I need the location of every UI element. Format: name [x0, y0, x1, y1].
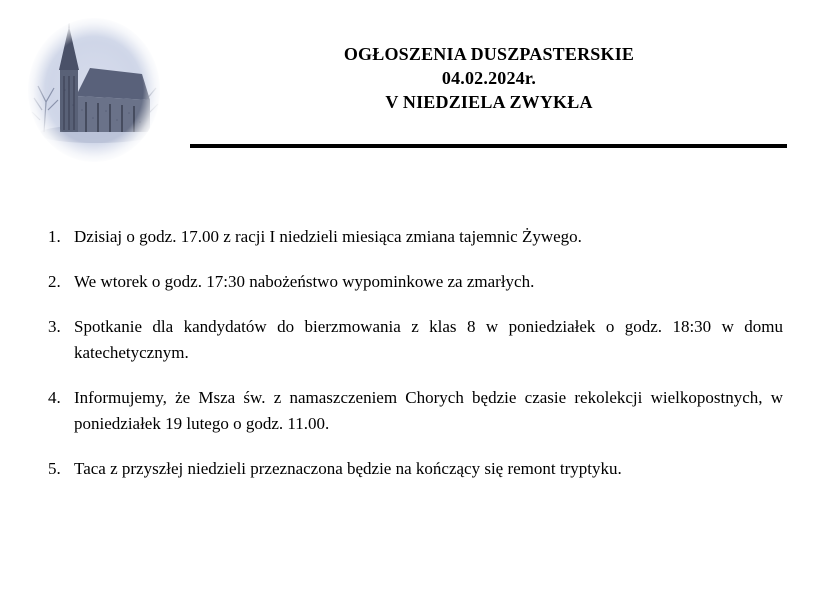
document-header [190, 42, 788, 114]
announcement-list [46, 224, 783, 501]
announcement-item [46, 456, 783, 482]
page-title: OGŁOSZENIA DUSZPASTERSKIE [343, 44, 635, 64]
announcement-text: Informujemy, że Msza św. z namaszczeniem Chorych będzie czasie rekolekcji wielkopostnych, w poniedziałek 19 lutego o godz. 11.00. [74, 388, 783, 433]
announcement-item [46, 269, 783, 295]
announcement-text: Dzisiaj o godz. 17.00 z racji I niedzieli miesiąca zmiana tajemnic Żywego. [74, 227, 582, 246]
header-subtitle: V NIEDZIELA ZWYKŁA [385, 92, 593, 112]
announcement-text: We wtorek o godz. 17:30 nabożeństwo wypominkowe za zmarłych. [74, 272, 535, 291]
announcement-item [46, 224, 783, 250]
announcement-text: Taca z przyszłej niedzieli przeznaczona będzie na kończący się remont tryptyku. [74, 459, 622, 478]
announcement-number: 3. [48, 317, 61, 336]
header-divider [190, 144, 787, 148]
announcement-number: 2. [48, 272, 61, 291]
announcement-item [46, 314, 783, 366]
church-vignette-icon [18, 10, 170, 170]
announcement-number: 1. [48, 227, 61, 246]
announcement-number: 4. [48, 388, 61, 407]
announcement-text: Spotkanie dla kandydatów do bierzmowania z klas 8 w poniedziałek o godz. 18:30 w domu katechetycznym. [74, 317, 783, 362]
announcement-number: 5. [48, 459, 61, 478]
announcement-item [46, 385, 783, 437]
header-date: 04.02.2024r. [441, 68, 537, 88]
